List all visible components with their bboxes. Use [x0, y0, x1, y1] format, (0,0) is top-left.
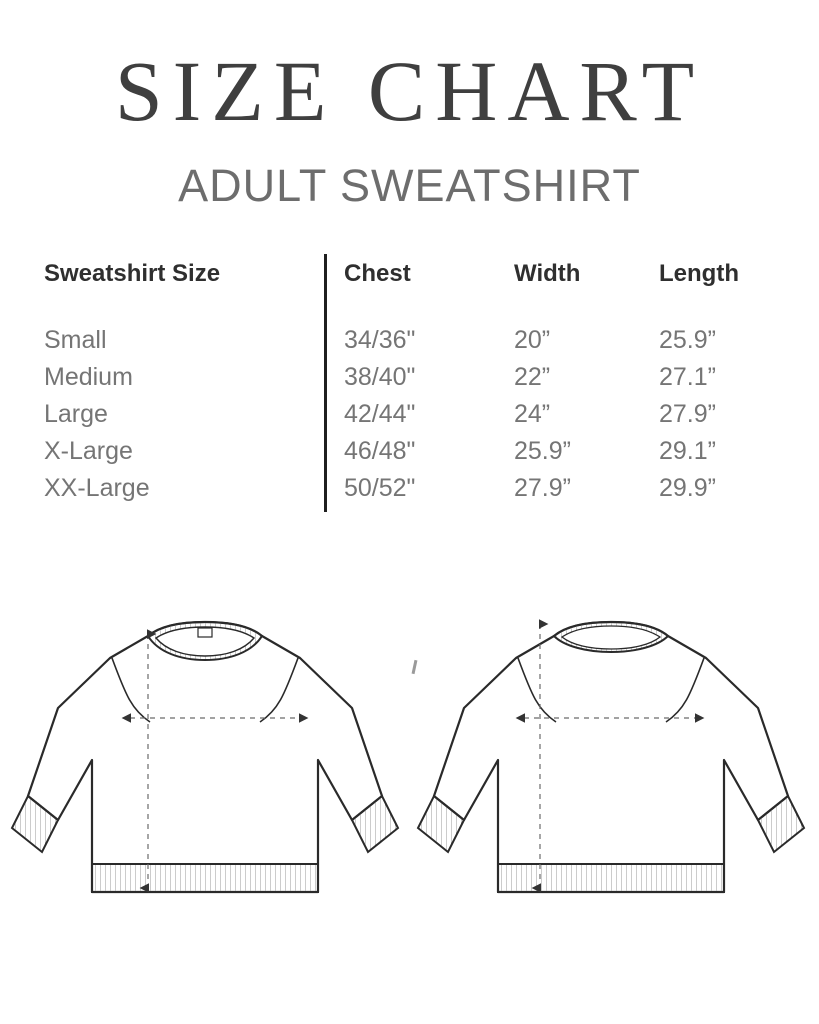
cell-width: 22” — [514, 363, 551, 391]
cell-length: 29.1” — [659, 437, 716, 465]
column-header-width: Width — [514, 260, 581, 287]
sweatshirt-illustrations — [0, 600, 819, 1000]
table-row — [44, 470, 809, 507]
size-table — [44, 260, 809, 507]
page-title: SIZE CHART — [114, 43, 705, 139]
table-row — [44, 396, 809, 433]
cell-width: 24” — [514, 400, 551, 428]
cell-length: 29.9” — [659, 474, 716, 502]
cell-chest: 50/52" — [344, 474, 416, 502]
cell-width: 27.9” — [514, 474, 571, 502]
cell-chest: 46/48" — [344, 437, 416, 465]
table-header-row — [44, 260, 809, 322]
cell-chest: 38/40" — [344, 363, 416, 391]
column-header-chest: Chest — [344, 260, 411, 287]
size-table-wrapper — [44, 260, 775, 507]
cell-size: Medium — [44, 363, 133, 391]
table-row — [44, 322, 809, 359]
cell-chest: 34/36" — [344, 326, 416, 354]
sweatshirt-back-view — [418, 622, 804, 892]
cell-chest: 42/44" — [344, 400, 416, 428]
cell-length: 27.9” — [659, 400, 716, 428]
cell-width: 25.9” — [514, 437, 571, 465]
table-row — [44, 359, 809, 396]
column-header-size: Sweatshirt Size — [44, 260, 221, 287]
cell-length: 27.1” — [659, 363, 716, 391]
cell-size: Small — [44, 326, 107, 354]
column-header-length: Length — [659, 260, 739, 287]
page-subtitle: ADULT SWEATSHIRT — [178, 160, 641, 211]
column-divider — [324, 254, 327, 512]
cell-length: 25.9” — [659, 326, 716, 354]
sweatshirt-front-view — [12, 622, 398, 892]
cell-size: XX-Large — [44, 474, 150, 502]
cell-size: Large — [44, 400, 108, 428]
table-row — [44, 433, 809, 470]
cell-width: 20” — [514, 326, 551, 354]
cell-size: X-Large — [44, 437, 133, 465]
